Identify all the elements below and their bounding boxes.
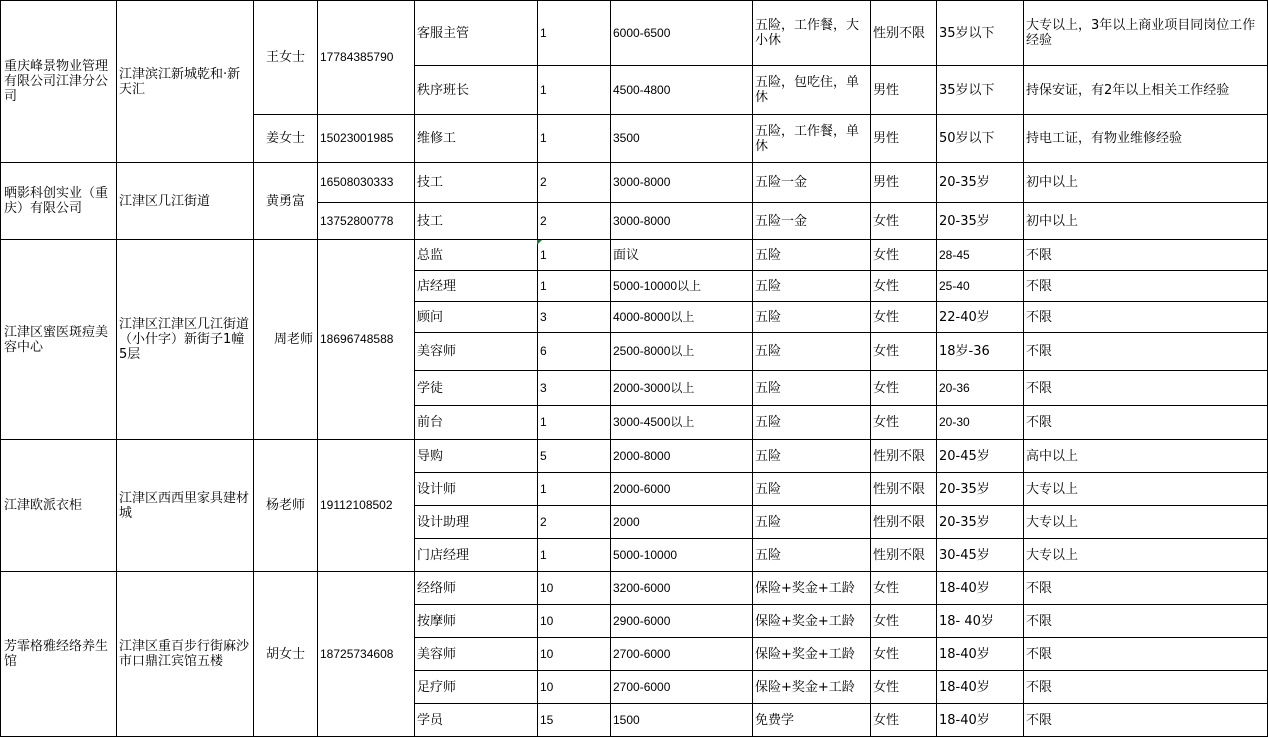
age-cell[interactable]: 35岁以下	[937, 1, 1024, 66]
salary-cell[interactable]: 2900-6000	[611, 605, 753, 638]
benefits-cell[interactable]: 五险	[753, 473, 871, 506]
gender-cell[interactable]: 性别不限	[871, 440, 937, 473]
age-cell[interactable]: 28-45	[937, 240, 1024, 271]
phone-cell[interactable]: 18696748588	[318, 240, 415, 440]
job-title-cell[interactable]: 总监	[415, 240, 538, 271]
salary-cell[interactable]: 4500-4800	[611, 66, 753, 115]
count-cell[interactable]: 1	[538, 473, 611, 506]
phone-cell[interactable]: 15023001985	[318, 115, 415, 163]
gender-cell[interactable]: 男性	[871, 163, 937, 203]
requirement-cell[interactable]: 大专以上	[1024, 473, 1268, 506]
gender-cell[interactable]: 女性	[871, 240, 937, 271]
salary-cell[interactable]: 5000-10000	[611, 539, 753, 572]
gender-cell[interactable]: 性别不限	[871, 539, 937, 572]
count-cell[interactable]: 1	[538, 66, 611, 115]
age-cell[interactable]: 20-35岁	[937, 203, 1024, 240]
table-row	[1, 440, 1268, 473]
salary-cell[interactable]: 3000-8000	[611, 203, 753, 240]
job-title-cell[interactable]: 按摩师	[415, 605, 538, 638]
contact-cell[interactable]: 胡女士	[254, 572, 318, 737]
table-row	[1, 240, 1268, 271]
benefits-cell[interactable]: 保险+奖金+工龄	[753, 671, 871, 704]
requirement-cell[interactable]: 不限	[1024, 406, 1268, 440]
salary-cell[interactable]: 2000-6000	[611, 473, 753, 506]
benefits-cell[interactable]: 五险	[753, 371, 871, 406]
salary-cell[interactable]: 2000-3000以上	[611, 371, 753, 406]
count-cell[interactable]: 1	[538, 1, 611, 66]
salary-cell[interactable]: 2000	[611, 506, 753, 539]
salary-cell[interactable]: 4000-8000以上	[611, 302, 753, 333]
requirement-cell[interactable]: 不限	[1024, 572, 1268, 605]
gender-cell[interactable]: 女性	[871, 406, 937, 440]
job-title-cell[interactable]: 经络师	[415, 572, 538, 605]
age-cell[interactable]: 18- 40岁	[937, 605, 1024, 638]
count-cell[interactable]: 1	[538, 115, 611, 163]
salary-cell[interactable]: 2500-8000以上	[611, 333, 753, 371]
salary-cell[interactable]: 1500	[611, 704, 753, 737]
benefits-cell[interactable]: 五险，工作餐，单休	[753, 115, 871, 163]
gender-cell[interactable]: 女性	[871, 203, 937, 240]
benefits-cell[interactable]: 保险+奖金+工龄	[753, 572, 871, 605]
phone-cell[interactable]: 13752800778	[318, 203, 415, 240]
age-cell[interactable]: 20-35岁	[937, 473, 1024, 506]
count-cell[interactable]: 2	[538, 506, 611, 539]
address-cell[interactable]: 江津区重百步行街麻沙市口鼎江宾馆五楼	[117, 572, 254, 737]
salary-cell[interactable]: 3000-8000	[611, 163, 753, 203]
job-title-cell[interactable]: 设计师	[415, 473, 538, 506]
gender-cell[interactable]: 女性	[871, 333, 937, 371]
gender-cell[interactable]: 女性	[871, 638, 937, 671]
cell-error-indicator	[537, 240, 542, 245]
gender-cell[interactable]: 性别不限	[871, 506, 937, 539]
table-row	[1, 163, 1268, 203]
benefits-cell[interactable]: 五险	[753, 406, 871, 440]
gender-cell[interactable]: 性别不限	[871, 473, 937, 506]
requirement-cell[interactable]: 不限	[1024, 240, 1268, 271]
requirement-cell[interactable]: 大专以上，3年以上商业项目同岗位工作经验	[1024, 1, 1268, 66]
requirement-cell[interactable]: 大专以上	[1024, 506, 1268, 539]
count-cell[interactable]: 3	[538, 302, 611, 333]
address-cell[interactable]: 江津区西西里家具建材城	[117, 440, 254, 572]
company-cell[interactable]: 晒影科创实业（重庆）有限公司	[1, 163, 117, 240]
age-cell[interactable]: 18-40岁	[937, 638, 1024, 671]
job-title-cell[interactable]: 前台	[415, 406, 538, 440]
requirement-cell[interactable]: 持保安证，有2年以上相关工作经验	[1024, 66, 1268, 115]
age-cell[interactable]: 20-45岁	[937, 440, 1024, 473]
benefits-cell[interactable]: 五险一金	[753, 163, 871, 203]
table-row	[1, 572, 1268, 605]
address-cell[interactable]: 江津滨江新城乾和·新天汇	[117, 1, 254, 163]
age-cell[interactable]: 22-40岁	[937, 302, 1024, 333]
age-cell[interactable]: 25-40	[937, 271, 1024, 302]
benefits-cell[interactable]: 免费学	[753, 704, 871, 737]
job-title-cell[interactable]: 客服主管	[415, 1, 538, 66]
contact-cell[interactable]: 杨老师	[254, 440, 318, 572]
age-cell[interactable]: 30-45岁	[937, 539, 1024, 572]
count-cell[interactable]: 10	[538, 671, 611, 704]
job-title-cell[interactable]: 学徒	[415, 371, 538, 406]
age-cell[interactable]: 18-40岁	[937, 572, 1024, 605]
benefits-cell[interactable]: 五险	[753, 302, 871, 333]
requirement-cell[interactable]: 大专以上	[1024, 539, 1268, 572]
requirement-cell[interactable]: 不限	[1024, 371, 1268, 406]
count-cell[interactable]: 10	[538, 638, 611, 671]
company-cell[interactable]: 江津欧派衣柜	[1, 440, 117, 572]
company-cell[interactable]: 重庆峰景物业管理有限公司江津分公司	[1, 1, 117, 163]
salary-cell[interactable]: 面议	[611, 240, 753, 271]
benefits-cell[interactable]: 五险一金	[753, 203, 871, 240]
count-cell[interactable]: 1	[538, 406, 611, 440]
count-cell[interactable]: 1	[538, 240, 611, 271]
table-row	[1, 1, 1268, 66]
requirement-cell[interactable]: 初中以上	[1024, 203, 1268, 240]
salary-cell[interactable]: 3500	[611, 115, 753, 163]
count-cell[interactable]: 6	[538, 333, 611, 371]
salary-cell[interactable]: 2000-8000	[611, 440, 753, 473]
count-cell[interactable]: 1	[538, 271, 611, 302]
job-title-cell[interactable]: 店经理	[415, 271, 538, 302]
count-cell[interactable]: 10	[538, 605, 611, 638]
salary-cell[interactable]: 5000-10000以上	[611, 271, 753, 302]
benefits-cell[interactable]: 保险+奖金+工龄	[753, 638, 871, 671]
requirement-cell[interactable]: 不限	[1024, 638, 1268, 671]
requirement-cell[interactable]: 不限	[1024, 704, 1268, 737]
count-cell[interactable]: 1	[538, 539, 611, 572]
phone-cell[interactable]: 18725734608	[318, 572, 415, 737]
age-cell[interactable]: 20-35岁	[937, 163, 1024, 203]
address-cell[interactable]: 江津区几江街道	[117, 163, 254, 240]
salary-cell[interactable]: 3200-6000	[611, 572, 753, 605]
job-title-cell[interactable]: 足疗师	[415, 671, 538, 704]
gender-cell[interactable]: 女性	[871, 572, 937, 605]
age-cell[interactable]: 20-35岁	[937, 506, 1024, 539]
age-cell[interactable]: 18-40岁	[937, 704, 1024, 737]
benefits-cell[interactable]: 保险+奖金+工龄	[753, 605, 871, 638]
gender-cell[interactable]: 男性	[871, 115, 937, 163]
job-title-cell[interactable]: 门店经理	[415, 539, 538, 572]
gender-cell[interactable]: 性别不限	[871, 1, 937, 66]
age-cell[interactable]: 18岁-36	[937, 333, 1024, 371]
count-cell[interactable]: 5	[538, 440, 611, 473]
requirement-cell[interactable]: 不限	[1024, 271, 1268, 302]
job-title-cell[interactable]: 学员	[415, 704, 538, 737]
phone-cell[interactable]: 19112108502	[318, 440, 415, 572]
age-cell[interactable]: 18-40岁	[937, 671, 1024, 704]
age-cell[interactable]: 20-30	[937, 406, 1024, 440]
contact-cell[interactable]: 姜女士	[254, 115, 318, 163]
age-cell[interactable]: 50岁以下	[937, 115, 1024, 163]
job-title-cell[interactable]: 技工	[415, 163, 538, 203]
count-cell[interactable]: 2	[538, 203, 611, 240]
requirement-cell[interactable]: 初中以上	[1024, 163, 1268, 203]
phone-cell[interactable]: 17784385790	[318, 1, 415, 115]
age-cell[interactable]: 20-36	[937, 371, 1024, 406]
age-cell[interactable]: 35岁以下	[937, 66, 1024, 115]
requirement-cell[interactable]: 不限	[1024, 302, 1268, 333]
count-cell[interactable]: 2	[538, 163, 611, 203]
gender-cell[interactable]: 女性	[871, 671, 937, 704]
benefits-cell[interactable]: 五险，工作餐，大小休	[753, 1, 871, 66]
job-title-cell[interactable]: 导购	[415, 440, 538, 473]
contact-cell[interactable]: 周老师	[254, 240, 318, 440]
gender-cell[interactable]: 男性	[871, 66, 937, 115]
job-title-cell[interactable]: 顾问	[415, 302, 538, 333]
salary-cell[interactable]: 3000-4500以上	[611, 406, 753, 440]
requirement-cell[interactable]: 不限	[1024, 671, 1268, 704]
requirement-cell[interactable]: 持电工证，有物业维修经验	[1024, 115, 1268, 163]
count-cell[interactable]: 3	[538, 371, 611, 406]
gender-cell[interactable]: 女性	[871, 605, 937, 638]
phone-cell[interactable]: 16508030333	[318, 163, 415, 203]
salary-cell[interactable]: 2700-6000	[611, 671, 753, 704]
gender-cell[interactable]: 女性	[871, 704, 937, 737]
benefits-cell[interactable]: 五险，包吃住，单休	[753, 66, 871, 115]
salary-cell[interactable]: 2700-6000	[611, 638, 753, 671]
job-title-cell[interactable]: 美容师	[415, 638, 538, 671]
requirement-cell[interactable]: 不限	[1024, 605, 1268, 638]
benefits-cell[interactable]: 五险	[753, 240, 871, 271]
benefits-cell[interactable]: 五险	[753, 271, 871, 302]
gender-cell[interactable]: 女性	[871, 371, 937, 406]
job-title-cell[interactable]: 秩序班长	[415, 66, 538, 115]
count-cell[interactable]: 15	[538, 704, 611, 737]
requirement-cell[interactable]: 高中以上	[1024, 440, 1268, 473]
benefits-cell[interactable]: 五险	[753, 539, 871, 572]
contact-cell[interactable]: 黄勇富	[254, 163, 318, 240]
job-title-cell[interactable]: 设计助理	[415, 506, 538, 539]
count-cell[interactable]: 10	[538, 572, 611, 605]
address-cell[interactable]: 江津区江津区几江街道（小什字）新街子1幢5层	[117, 240, 254, 440]
benefits-cell[interactable]: 五险	[753, 506, 871, 539]
contact-cell[interactable]: 王女士	[254, 1, 318, 115]
company-cell[interactable]: 江津区蜜医斑痘美容中心	[1, 240, 117, 440]
job-title-cell[interactable]: 维修工	[415, 115, 538, 163]
requirement-cell[interactable]: 不限	[1024, 333, 1268, 371]
company-cell[interactable]: 芳霏格雅经络养生馆	[1, 572, 117, 737]
job-title-cell[interactable]: 美容师	[415, 333, 538, 371]
benefits-cell[interactable]: 五险	[753, 440, 871, 473]
benefits-cell[interactable]: 五险	[753, 333, 871, 371]
job-title-cell[interactable]: 技工	[415, 203, 538, 240]
gender-cell[interactable]: 女性	[871, 271, 937, 302]
gender-cell[interactable]: 女性	[871, 302, 937, 333]
salary-cell[interactable]: 6000-6500	[611, 1, 753, 66]
